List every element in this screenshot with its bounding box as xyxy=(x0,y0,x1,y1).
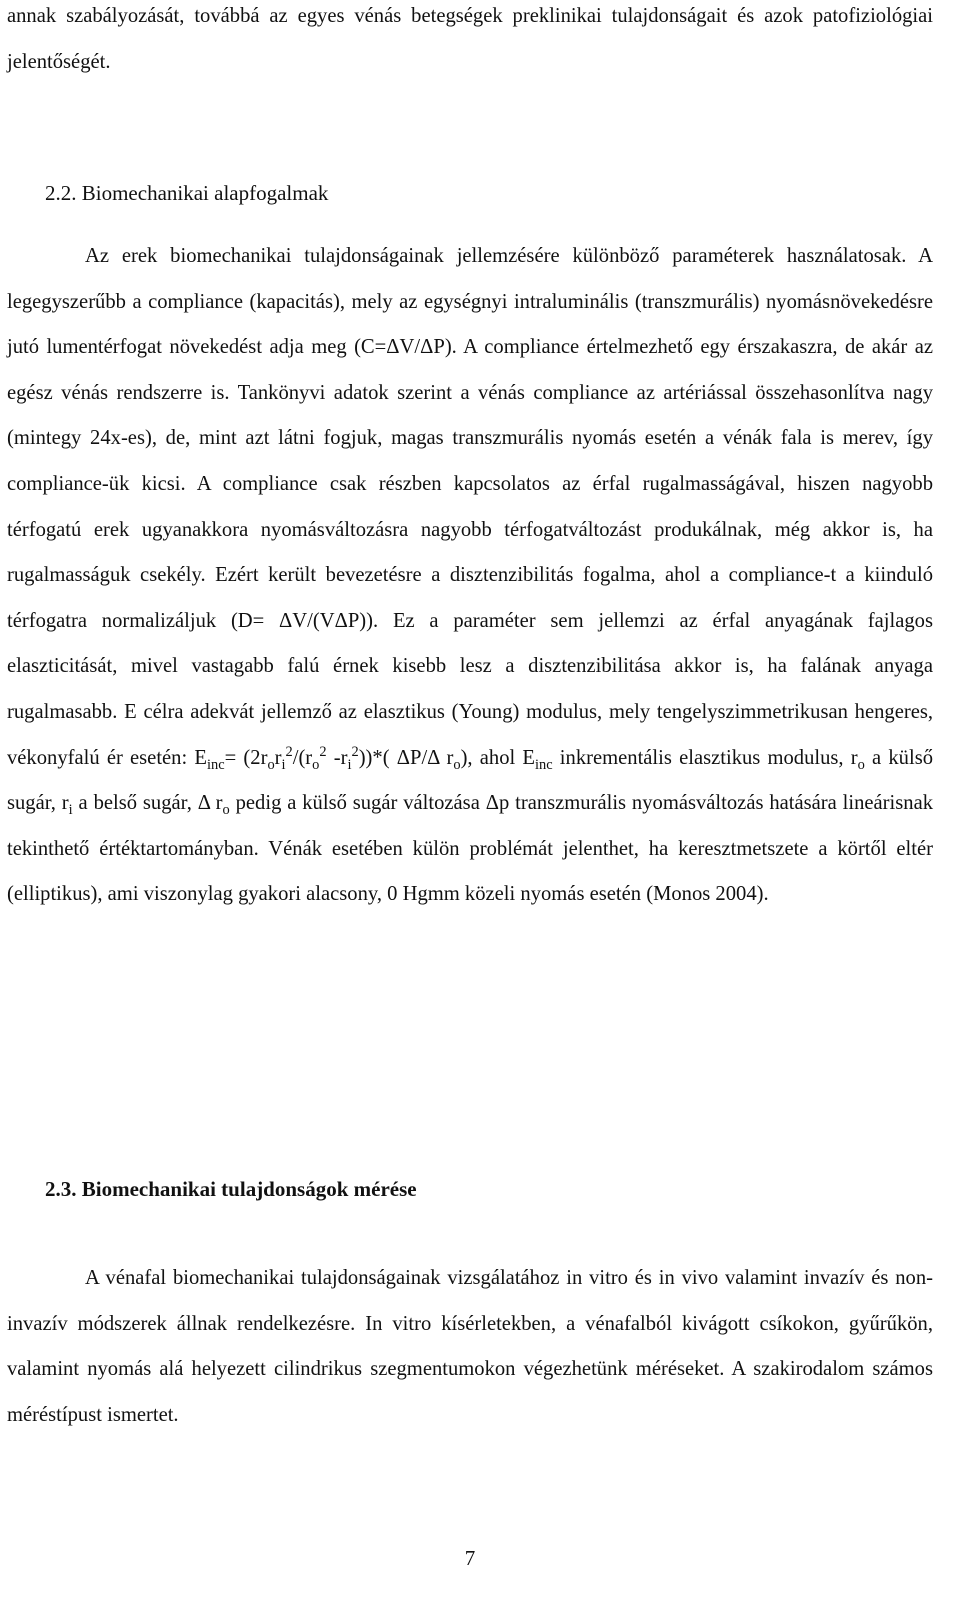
section-2-2-paragraph: Az erek biomechanikai tulajdonságainak jellemzésére különböző paraméterek használatosak. A legegyszerűbb a compliance (kapacitás), mely az egységnyi intraluminális (transzmurális) nyomásnövekedésre jutó lumentérfogat növekedést adja meg (C=ΔV/ΔP). A compliance értelmezhető egy érszakaszra, de akár az egész vénás rendszerre is. Tankönyvi adatok szerint a vénás compliance az artériással összehasonlítva nagy (mintegy 24x-es), de, mint azt látni fogjuk, magas transzmurális nyomás esetén a vénák fala is merev, így compliance-ük kicsi. A compliance csak részben kapcsolatos az érfal rugalmasságával, hiszen nagyobb térfogatú erek ugyanakkora nyomásváltozásra nagyobb térfogatváltozást produkálnak, még akkor is, ha rugalmasságuk csekély. Ezért került bevezetésre a disztenzibilitás fogalma, ahol a compliance-t a kiinduló térfogatra normalizáljuk (D= ΔV/(VΔP)). Ez a paraméter sem jellemzi az érfal anyagának fajlagos elaszticitását, mivel vastagabb falú érnek kisebb lesz a disztenzibilitása akkor is, ha falának anyaga rugalmasabb. E célra adekvát jellemző az elasztikus (Young) modulus, mely tengelyszimmetrikusan hengeres, vékonyfalú ér esetén: $E_{inc}= (2r_or_i^2/(r_o^2$ $-r_i^2))*$( ΔP/Δ $r_o$), ahol $E_{inc}$ inkrementális elasztikus modulus, $r_o$ a külső sugár, $r_i$ a belső sugár, Δ $r_o$ pedig a külső sugár változása Δp transzmurális nyomásváltozás hatására lineárisnak tekinthető értéktartományban. Vénák esetében külön problémát jelenthet, ha keresztmetszete a körtől eltér (elliptikus), ami viszonylag gyakori alacsony, 0 Hgmm közeli nyomás esetén (Monos 2004). xyxy=(7,245,934,906)
section-2-3-paragraph: A vénafal biomechanikai tulajdonságainak vizsgálatához in vitro és in vivo valamint invazív és non-invazív módszerek állnak rendelkezésre. In vitro kísérletekben, a vénafalból kivágott csíkokon, gyűrűkön, valamint nyomás alá helyezett cilindrikus szegmentumokon végezhetünk méréseket. A szakirodalom számos méréstípust ismertet. xyxy=(7,1267,933,1426)
paragraph-text: Az erek biomechanikai tulajdonságainak jellemzésére különböző paraméterek használatosak. A legegyszerűbb a compliance (kapacitás), mely az egységnyi intraluminális (transzmurális) nyomásnövekedésre jutó lumentérfogat növekedést adja meg (C=ΔV/ΔP). A compliance értelmezhető egy érszakaszra, de akár az egész vénás rendszerre is. Tankönyvi adatok szerint a vénás compliance az artériással összehasonlítva nagy (mintegy 24x-es), de, mint azt látni fogjuk, magas transzmurális nyomás esetén a vénák fala is merev, így compliance-ük kicsi. A compliance csak részben kapcsolatos az érfal rugalmasságával, hiszen nagyobb térfogatú erek ugyanakkora nyomásváltozásra nagyobb térfogatváltozást produkálnak, még akkor is, ha rugalmasságuk csekély. Ezért került bevezetésre a disztenzibilitás fogalma, ahol a compliance-t a kiinduló térfogatra normalizáljuk (D= ΔV/(VΔP)). Ez a paraméter sem jellemzi az érfal anyagának fajlagos elaszticitását, mivel vastagabb falú érnek kisebb lesz a disztenzibilitása akkor is, ha falának anyaga rugalmasabb. E célra adekvát jellemző az elasztikus (Young) modulus, mely tengelyszimmetrikusan hengeres, vékonyfalú ér esetén: xyxy=(7,245,933,769)
page-number: 7 xyxy=(464,1546,476,1570)
section-heading-2-2: 2.2. Biomechanikai alapfogalmak xyxy=(45,181,329,205)
intro-paragraph: annak szabályozását, továbbá az egyes vénás betegségek preklinikai tulajdonságait és azok patofiziológiai jelentőségét. xyxy=(7,5,933,73)
formula-e-inc: $E_{inc}= (2r_or_i^2/(r_o^2$ $-r_i^2))*$( ΔP/Δ $r_o$), ahol $E_{inc}$ xyxy=(194,743,553,773)
section-heading-2-3: 2.3. Biomechanikai tulajdonságok mérése xyxy=(45,1177,417,1201)
